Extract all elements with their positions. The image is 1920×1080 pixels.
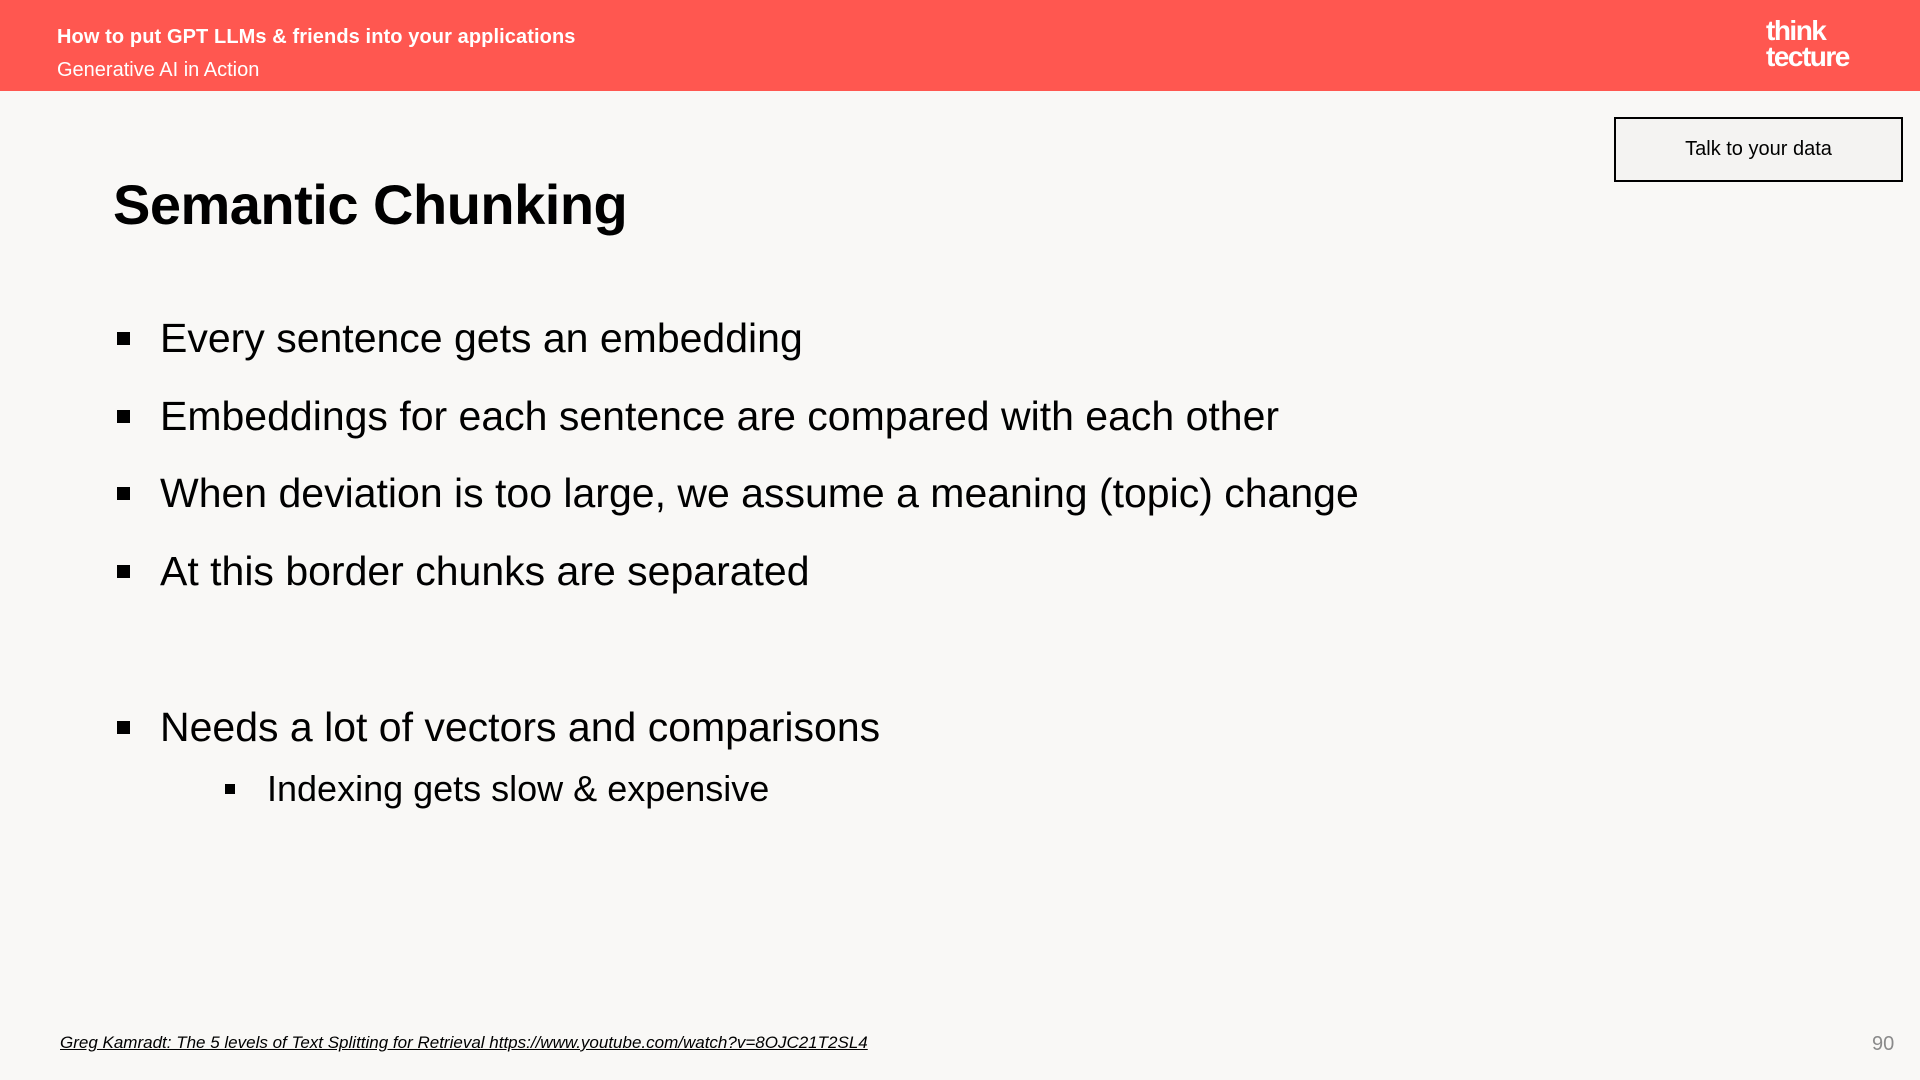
bullet-marker-icon [117,721,130,734]
logo-line-1: think [1766,15,1826,46]
sub-bullet-text: Indexing gets slow & expensive [267,768,770,809]
slide-title: Semantic Chunking [113,173,628,236]
bullet-marker-icon [117,410,130,423]
bullet-text: Needs a lot of vectors and comparisons [160,704,881,750]
bullet-marker-icon [117,487,130,500]
presentation-title: How to put GPT LLMs & friends into your applications [57,26,576,48]
thinktecture-logo [1766,15,1849,72]
header-bar [0,0,1920,91]
topic-box[interactable]: Talk to your data [1614,117,1903,182]
bullet-text: At this border chunks are separated [160,548,810,594]
sub-bullet-marker-icon [225,784,235,794]
presentation-subtitle: Generative AI in Action [57,59,260,81]
bullet-text: Every sentence gets an embedding [160,315,803,361]
page-number: 90 [1872,1033,1895,1055]
logo-line-2: tecture [1766,41,1849,72]
source-link[interactable]: Greg Kamradt: The 5 levels of Text Splitting for Retrieval https://www.youtube.com/watch?v=8OJC21T2SL4 [60,1033,868,1052]
bullet-marker-icon [117,332,130,345]
bullet-text: When deviation is too large, we assume a meaning (topic) change [160,470,1359,516]
bullet-text: Embeddings for each sentence are compared with each other [160,393,1280,439]
bullet-marker-icon [117,565,130,578]
